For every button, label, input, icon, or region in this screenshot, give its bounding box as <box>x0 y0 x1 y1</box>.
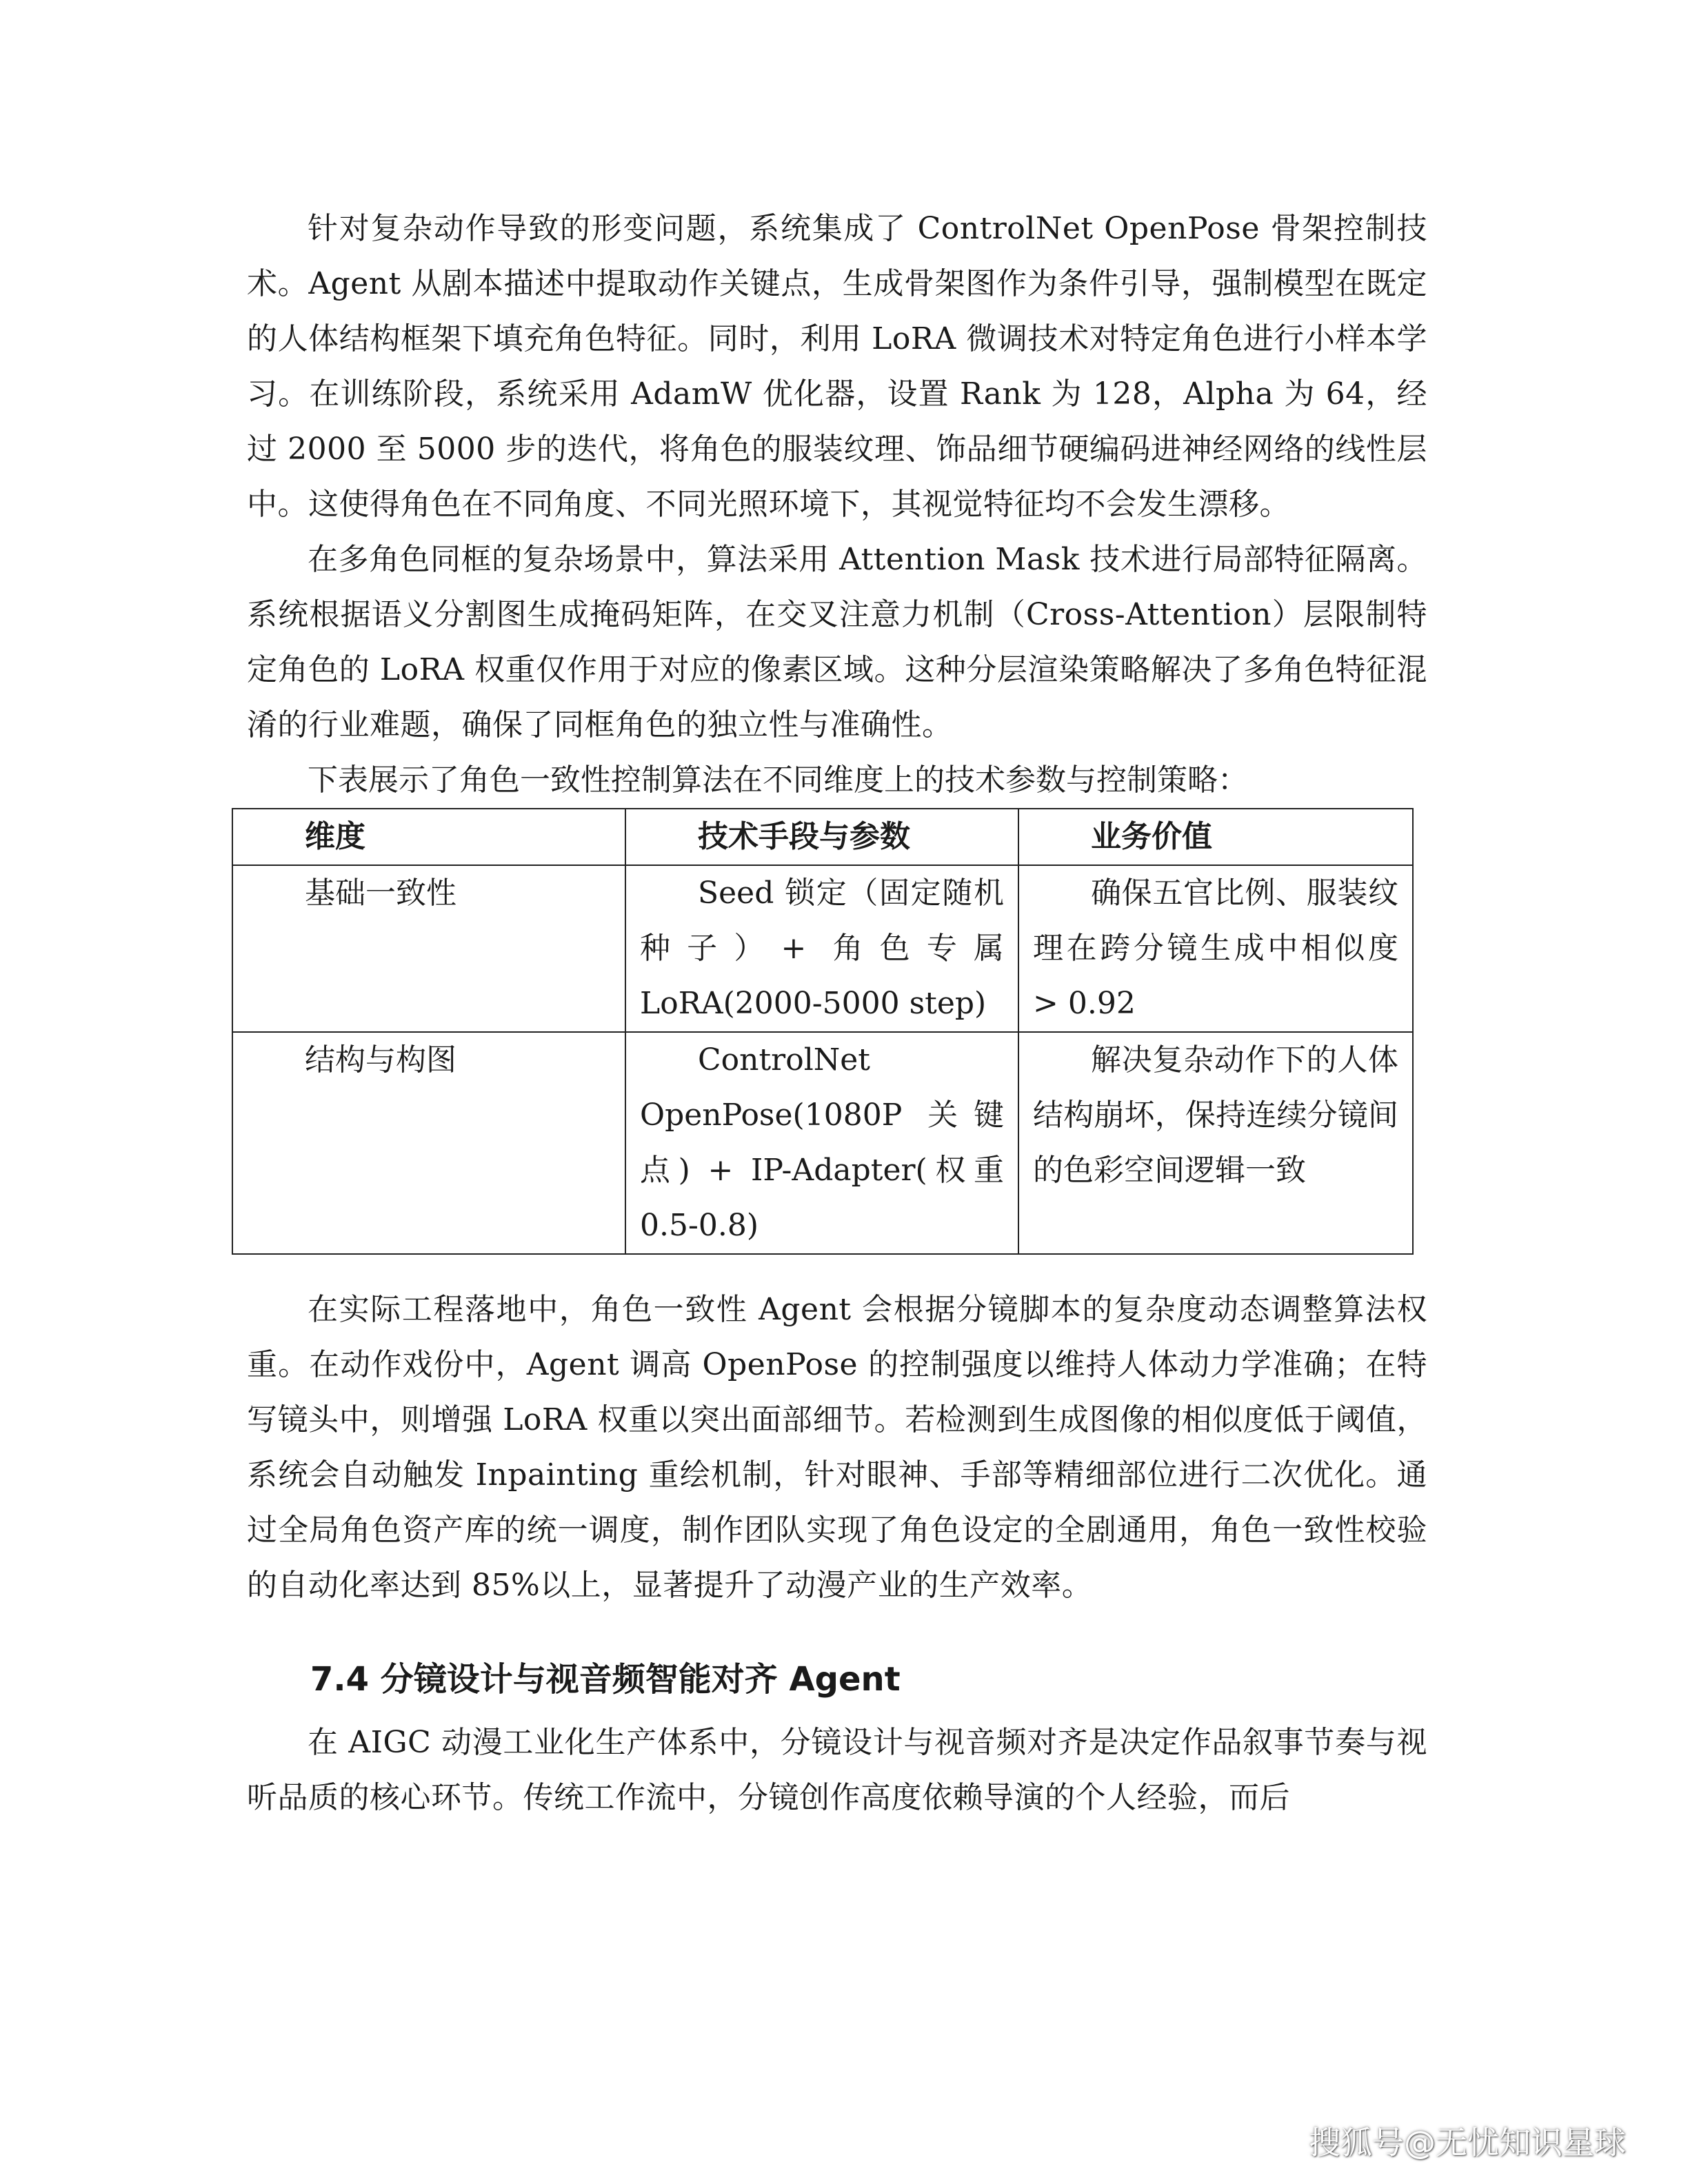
table-cell: 基础一致性 <box>232 865 625 1032</box>
table-cell <box>625 865 1018 1032</box>
parameter-table <box>232 808 1414 1255</box>
table-row <box>232 865 1413 1032</box>
table-cell: 结构与构图 <box>232 1032 625 1254</box>
cell-text: ControlNet OpenPose(1080P 关键点) + IP-Adapter(权重 0.5-0.8) <box>640 1042 1004 1243</box>
document-page <box>247 201 1427 1826</box>
table-cell <box>1018 1032 1413 1254</box>
watermark-text: 搜狐号@无忧知识星球 <box>1309 2124 1626 2161</box>
table-row <box>232 1032 1413 1254</box>
spacer <box>247 1255 1427 1282</box>
table-cell <box>1018 865 1413 1032</box>
table-header-row <box>232 809 1413 865</box>
column-header: 技术手段与参数 <box>625 809 1018 865</box>
column-header: 业务价值 <box>1018 809 1413 865</box>
cell-text: Seed 锁定（固定随机种子）+ 角色专属 LoRA(2000-5000 step) <box>640 876 1004 1021</box>
cell-text: 解决复杂动作下的人体结构崩坏，保持连续分镜间的色彩空间逻辑一致 <box>1033 1042 1398 1188</box>
column-header: 维度 <box>232 809 625 865</box>
body-paragraph: 在多角色同框的复杂场景中，算法采用 Attention Mask 技术进行局部特征隔离。系统根据语义分割图生成掩码矩阵，在交叉注意力机制（Cross-Attention）层限制特定角色的 LoRA 权重仅作用于对应的像素区域。这种分层渲染策略解决了多角色特征混淆的行业难题，确保了同框角色的独立性与准确性。 <box>247 542 1427 742</box>
cell-text: 确保五官比例、服装纹理在跨分镜生成中相似度 > 0.92 <box>1033 876 1398 1021</box>
body-paragraph: 在实际工程落地中，角色一致性 Agent 会根据分镜脚本的复杂度动态调整算法权重。在动作戏份中，Agent 调高 OpenPose 的控制强度以维持人体动力学准确；在特写镜头中，则增强 LoRA 权重以突出面部细节。若检测到生成图像的相似度低于阈值，系统会自动触发 Inpainting 重绘机制，针对眼神、手部等精细部位进行二次优化。通过全局角色资产库的统一调度，制作团队实现了角色设定的全剧通用，角色一致性校验的自动化率达到 85%以上，显著提升了动漫产业的生产效率。 <box>247 1292 1427 1603</box>
table-caption: 下表展示了角色一致性控制算法在不同维度上的技术参数与控制策略： <box>308 762 1248 798</box>
section-heading: 7.4 分镜设计与视音频智能对齐 Agent <box>310 1660 901 1699</box>
body-paragraph: 针对复杂动作导致的形变问题，系统集成了 ControlNet OpenPose 骨架控制技术。Agent 从剧本描述中提取动作关键点，生成骨架图作为条件引导，强制模型在既定的人体结构框架下填充角色特征。同时，利用 LoRA 微调技术对特定角色进行小样本学习。在训练阶段，系统采用 AdamW 优化器，设置 Rank 为 128，Alpha 为 64，经过 2000 至 5000 步的迭代，将角色的服装纹理、饰品细节硬编码进神经网络的线性层中。这使得角色在不同角度、不同光照环境下，其视觉特征均不会发生漂移。 <box>247 211 1427 522</box>
body-paragraph: 在 AIGC 动漫工业化生产体系中，分镜设计与视音频对齐是决定作品叙事节奏与视听品质的核心环节。传统工作流中，分镜创作高度依赖导演的个人经验，而后 <box>247 1725 1427 1815</box>
table-cell <box>625 1032 1018 1254</box>
